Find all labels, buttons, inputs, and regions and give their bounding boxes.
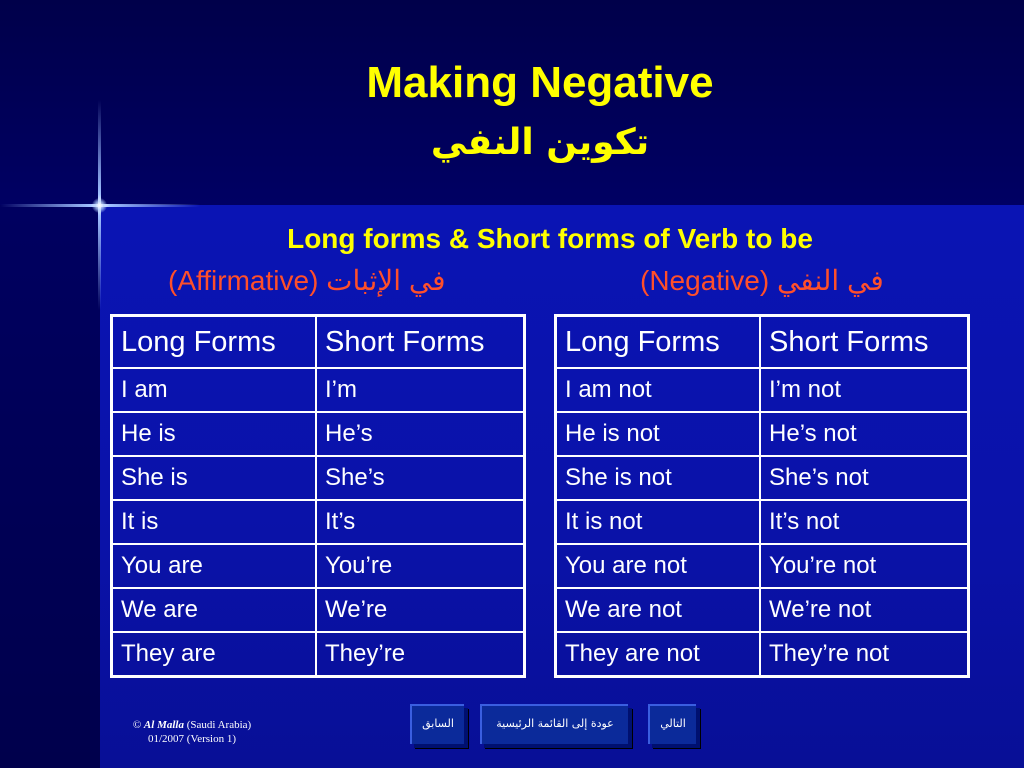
long-form-cell: You are not xyxy=(556,544,761,588)
caption-affirmative-ar: في الإثبات xyxy=(326,265,446,296)
header-short-forms: Short Forms xyxy=(760,316,968,369)
table-row xyxy=(556,412,969,456)
table-row xyxy=(112,632,525,677)
author-region: (Saudi Arabia) xyxy=(186,719,252,731)
long-form-cell: I am xyxy=(112,368,317,412)
copyright-symbol: © xyxy=(132,719,142,731)
slide-title-arabic: تكوين النفي xyxy=(430,122,650,163)
table-row xyxy=(556,368,969,412)
caption-negative-ar: في النفي xyxy=(776,265,884,296)
table-row xyxy=(556,456,969,500)
short-form-cell: He’s xyxy=(316,412,524,456)
copyright-line xyxy=(112,718,272,732)
table-row xyxy=(556,544,969,588)
long-form-cell: She is not xyxy=(556,456,761,500)
table-row xyxy=(112,588,525,632)
long-form-cell: He is not xyxy=(556,412,761,456)
caption-affirmative xyxy=(168,264,446,297)
short-form-cell: You’re not xyxy=(760,544,968,588)
long-form-cell: She is xyxy=(112,456,317,500)
short-form-cell: I’m xyxy=(316,368,524,412)
short-form-cell: We’re not xyxy=(760,588,968,632)
table-row xyxy=(556,500,969,544)
long-form-cell: It is not xyxy=(556,500,761,544)
table-header-row xyxy=(556,316,969,369)
negative-forms-table xyxy=(554,314,970,678)
long-form-cell: You are xyxy=(112,544,317,588)
long-form-cell: They are not xyxy=(556,632,761,677)
caption-negative-en: (Negative) xyxy=(640,265,770,296)
long-form-cell: He is xyxy=(112,412,317,456)
short-form-cell: I’m not xyxy=(760,368,968,412)
header-long-forms: Long Forms xyxy=(556,316,761,369)
long-form-cell: We are xyxy=(112,588,317,632)
table-header-row xyxy=(112,316,525,369)
header-short-forms: Short Forms xyxy=(316,316,524,369)
copyright-note xyxy=(112,718,272,746)
long-form-cell: We are not xyxy=(556,588,761,632)
short-form-cell: They’re xyxy=(316,632,524,677)
version-line: 01/2007 (Version 1) xyxy=(148,733,236,745)
long-form-cell: It is xyxy=(112,500,317,544)
affirmative-forms-table xyxy=(110,314,526,678)
author-brand: Al Malla xyxy=(143,719,184,731)
previous-slide-button[interactable]: السابق xyxy=(410,704,464,744)
short-form-cell: He’s not xyxy=(760,412,968,456)
long-form-cell: I am not xyxy=(556,368,761,412)
left-strip-background xyxy=(0,205,100,768)
table-row xyxy=(556,588,969,632)
table-row xyxy=(112,500,525,544)
header-long-forms: Long Forms xyxy=(112,316,317,369)
short-form-cell: It’s not xyxy=(760,500,968,544)
slide-title: Making Negative xyxy=(366,58,714,107)
short-form-cell: We’re xyxy=(316,588,524,632)
slide-subtitle: Long forms & Short forms of Verb to be xyxy=(287,223,813,254)
table-row xyxy=(112,368,525,412)
caption-affirmative-en: (Affirmative) xyxy=(168,265,319,296)
table-row xyxy=(112,412,525,456)
caption-negative xyxy=(640,264,884,297)
light-flare-center xyxy=(92,198,107,213)
table-row xyxy=(112,456,525,500)
long-form-cell: They are xyxy=(112,632,317,677)
short-form-cell: You’re xyxy=(316,544,524,588)
main-menu-button[interactable]: عودة إلى القائمة الرئيسية xyxy=(480,704,628,744)
next-slide-button[interactable]: التالي xyxy=(648,704,696,744)
short-form-cell: It’s xyxy=(316,500,524,544)
short-form-cell: She’s xyxy=(316,456,524,500)
table-row xyxy=(556,632,969,677)
short-form-cell: She’s not xyxy=(760,456,968,500)
short-form-cell: They’re not xyxy=(760,632,968,677)
table-row xyxy=(112,544,525,588)
